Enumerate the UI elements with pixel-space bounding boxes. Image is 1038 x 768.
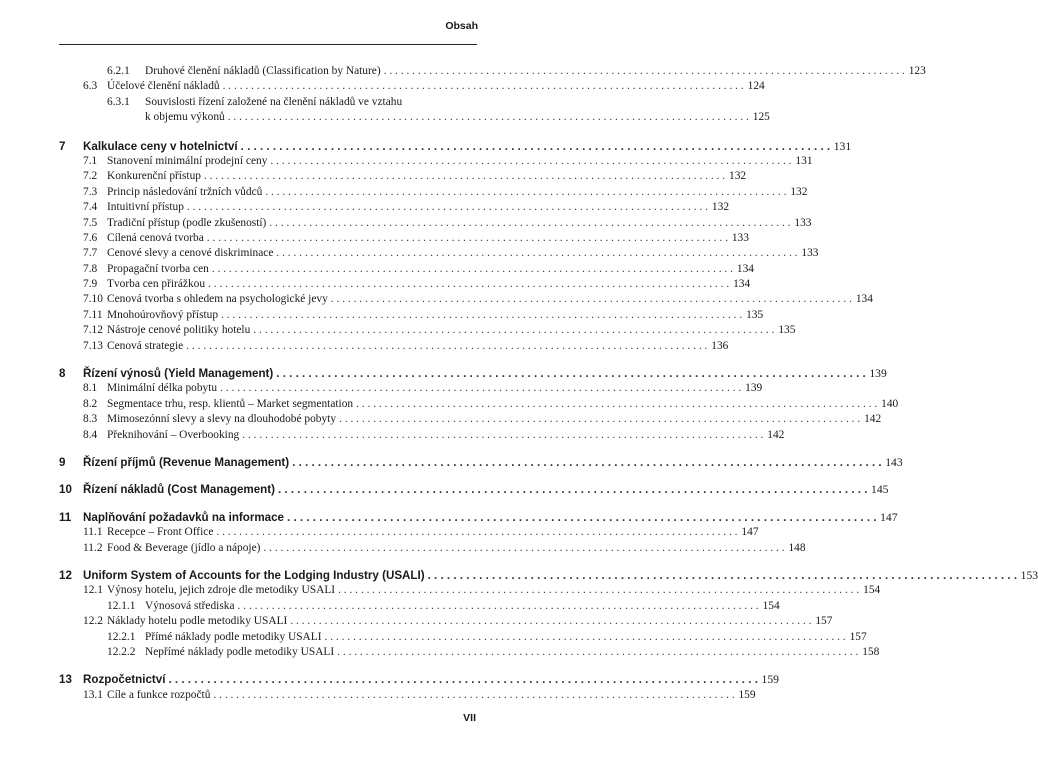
entry-page: 132 <box>790 185 808 198</box>
toc-entry[interactable] <box>59 381 763 396</box>
leader-dots <box>213 688 734 703</box>
leader-dots <box>269 216 790 231</box>
leader-dots <box>325 630 846 645</box>
toc-chapter[interactable] <box>59 455 903 470</box>
leader-dots <box>356 397 877 412</box>
toc-entry[interactable] <box>59 541 806 556</box>
leader-dots <box>220 381 741 396</box>
entry-number: 7.6 <box>83 231 98 244</box>
entry-title: Výnosová střediska <box>145 599 235 612</box>
entry-title: Tradiční přístup (podle zkušeností) <box>107 216 267 229</box>
toc-entry[interactable] <box>59 216 812 231</box>
leader-dots <box>276 366 865 381</box>
entry-title: Nepřímé náklady podle metodiky USALI <box>145 645 335 658</box>
entry-title: Cílená cenová tvorba <box>107 231 204 244</box>
entry-number: 7.1 <box>83 154 98 167</box>
chapter-page: 153 <box>1020 568 1038 582</box>
chapter-page: 147 <box>880 510 898 524</box>
entry-title: Nástroje cenové politiky hotelu <box>107 324 251 337</box>
entry-page: 148 <box>788 541 806 554</box>
toc-entry[interactable] <box>59 614 833 629</box>
chapter-title: Rozpočetnictví <box>83 673 166 687</box>
entry-number: 7.12 <box>83 324 103 337</box>
toc-entry[interactable] <box>59 292 873 307</box>
entry-title: Cenová tvorba s ohledem na psychologické jevy <box>107 293 328 306</box>
entry-page: 147 <box>741 526 759 539</box>
toc-entry[interactable] <box>59 308 764 323</box>
leader-dots <box>223 79 744 94</box>
entry-page: 154 <box>863 584 881 597</box>
toc-entry[interactable] <box>59 262 754 277</box>
chapter-title: Řízení nákladů (Cost Management) <box>83 483 275 497</box>
entry-title: Princip následování tržních vůdců <box>107 185 263 198</box>
entry-page: 157 <box>849 630 867 643</box>
toc-entry[interactable] <box>59 428 785 443</box>
entry-title-continued: k objemu výkonů <box>145 111 225 124</box>
entry-number: 7.7 <box>83 247 98 260</box>
chapter-page: 159 <box>761 673 779 687</box>
leader-dots <box>242 428 763 443</box>
entry-page: 159 <box>738 688 756 701</box>
leader-dots <box>265 185 786 200</box>
entry-number: 7.5 <box>83 216 98 229</box>
entry-number: 7.11 <box>83 308 103 321</box>
entry-title: Druhové členění nákladů (Classification by Nature) <box>145 65 381 77</box>
entry-page: 133 <box>731 231 749 244</box>
chapter-number: 7 <box>59 139 66 153</box>
entry-page: 134 <box>855 293 873 306</box>
leader-dots <box>186 339 707 354</box>
entry-number: 8.2 <box>83 397 98 410</box>
entry-page: 134 <box>736 262 754 275</box>
entry-page: 135 <box>778 324 796 337</box>
toc-entry[interactable] <box>59 200 730 215</box>
leader-dots <box>331 292 852 307</box>
leader-dots <box>238 599 759 614</box>
toc-entry[interactable] <box>59 169 747 184</box>
toc-chapter[interactable] <box>59 139 852 154</box>
leader-dots <box>212 262 733 277</box>
entry-page: 125 <box>752 111 770 124</box>
entry-number: 11.1 <box>83 526 103 539</box>
leader-dots <box>339 412 860 427</box>
chapter-title: Naplňování požadavků na informace <box>83 510 285 524</box>
leader-dots <box>278 482 867 497</box>
entry-number: 7.4 <box>83 201 98 214</box>
toc-entry-continuation[interactable] <box>59 110 770 125</box>
toc-entry[interactable] <box>59 231 749 246</box>
leader-dots <box>287 510 876 525</box>
toc-entry[interactable] <box>59 339 729 354</box>
chapter-title: Uniform System of Accounts for the Lodging Industry (USALI) <box>83 568 425 582</box>
toc-entry[interactable] <box>59 185 808 200</box>
entry-page: 133 <box>794 216 812 229</box>
entry-title: Účelové členění nákladů <box>107 80 220 93</box>
chapter-number: 10 <box>59 483 72 497</box>
entry-title: Mnohoúrovňový přístup <box>107 308 219 321</box>
leader-dots <box>168 672 757 687</box>
toc-chapter[interactable] <box>59 568 1038 583</box>
entry-number: 8.4 <box>83 428 98 441</box>
chapter-page: 131 <box>833 139 852 153</box>
toc-entry[interactable] <box>59 688 756 703</box>
entry-number: 7.10 <box>83 293 103 306</box>
leader-dots <box>263 541 784 556</box>
entry-title: Náklady hotelu podle metodiky USALI <box>107 615 288 628</box>
header-rule <box>59 44 477 45</box>
entry-page: 132 <box>711 201 730 214</box>
entry-number: 8.1 <box>83 382 98 395</box>
entry-page: 142 <box>767 428 785 441</box>
toc-chapter[interactable] <box>59 366 887 381</box>
leader-dots <box>221 308 742 323</box>
toc-chapter[interactable] <box>59 510 898 525</box>
entry-page: 140 <box>881 397 899 410</box>
entry-page: 135 <box>746 308 764 321</box>
leader-dots <box>276 246 797 261</box>
page-number: VII <box>463 712 476 724</box>
entry-page: 132 <box>729 170 747 183</box>
entry-title: Propagační tvorba cen <box>107 262 209 275</box>
entry-number: 12.2.1 <box>107 630 136 643</box>
chapter-number: 11 <box>59 510 72 524</box>
entry-title: Překnihování – Overbooking <box>107 428 240 441</box>
entry-number: 6.2.1 <box>107 65 130 77</box>
entry-title: Recepce – Front Office <box>107 526 214 539</box>
toc-chapter[interactable] <box>59 482 889 497</box>
toc-entry[interactable] <box>59 64 926 79</box>
leader-dots <box>428 568 1017 583</box>
entry-number: 6.3.1 <box>107 95 130 108</box>
entry-number: 12.2 <box>83 615 103 628</box>
entry-page: 123 <box>908 65 926 77</box>
chapter-number: 9 <box>59 455 66 469</box>
entry-page: 142 <box>864 413 882 426</box>
entry-title: Mimosezónní slevy a slevy na dlouhodobé pobyty <box>107 413 337 426</box>
leader-dots <box>338 583 859 598</box>
chapter-number: 8 <box>59 367 66 381</box>
entry-number: 12.1 <box>83 584 103 597</box>
entry-page: 139 <box>745 382 763 395</box>
toc-entry[interactable] <box>59 583 881 598</box>
chapter-title: Řízení příjmů (Revenue Management) <box>83 455 290 469</box>
entry-page: 124 <box>747 80 765 93</box>
entry-title: Přímé náklady podle metodiky USALI <box>145 630 322 643</box>
entry-page: 154 <box>762 599 780 612</box>
entry-number: 11.2 <box>83 541 103 554</box>
chapter-page: 145 <box>871 483 889 497</box>
entry-number: 12.1.1 <box>107 599 136 612</box>
entry-number: 8.3 <box>83 413 98 426</box>
entry-title: Konkurenční přístup <box>107 170 201 183</box>
toc-entry[interactable] <box>59 277 751 292</box>
entry-number: 12.2.2 <box>107 645 136 658</box>
entry-number: 7.9 <box>83 278 98 291</box>
entry-number: 13.1 <box>83 688 103 701</box>
toc-chapter[interactable] <box>59 672 779 687</box>
toc-entry[interactable] <box>59 397 899 412</box>
leader-dots <box>292 455 881 470</box>
toc-entry[interactable] <box>59 154 813 169</box>
entry-title: Stanovení minimální prodejní ceny <box>107 154 268 167</box>
entry-title: Minimální délka pobytu <box>107 382 218 395</box>
toc-entry[interactable] <box>59 645 880 660</box>
chapter-page: 139 <box>869 367 887 381</box>
entry-number: 7.8 <box>83 262 98 275</box>
leader-dots <box>187 200 708 215</box>
leader-dots <box>270 154 791 169</box>
entry-number: 7.2 <box>83 170 98 183</box>
entry-title: Cenové slevy a cenové diskriminace <box>107 247 274 260</box>
entry-title: Segmentace trhu, resp. klientů – Market segmentation <box>107 397 354 410</box>
entry-number: 6.3 <box>83 80 98 93</box>
chapter-number: 13 <box>59 673 72 687</box>
leader-dots <box>204 169 725 184</box>
toc-entry[interactable] <box>59 95 467 110</box>
entry-title: Souvislosti řízení založené na členění nákladů ve vztahu <box>145 95 403 108</box>
entry-page: 134 <box>733 278 751 291</box>
running-header: Obsah <box>445 20 478 32</box>
leader-dots <box>207 231 728 246</box>
entry-title: Intuitivní přístup <box>107 201 184 214</box>
entry-title: Cenová strategie <box>107 339 184 352</box>
entry-title: Výnosy hotelu, jejich zdroje dle metodiky USALI <box>107 584 336 597</box>
toc-entry[interactable] <box>59 79 765 94</box>
toc-entry[interactable] <box>59 525 759 540</box>
entry-number: 7.13 <box>83 339 103 352</box>
leader-dots <box>216 525 737 540</box>
toc-entry[interactable] <box>59 246 819 261</box>
entry-page: 131 <box>795 154 813 167</box>
toc-entry[interactable] <box>59 599 780 614</box>
chapter-title: Kalkulace ceny v hotelnictví <box>83 139 238 153</box>
entry-title: Tvorba cen přirážkou <box>107 278 206 291</box>
leader-dots <box>241 139 830 154</box>
leader-dots <box>253 323 774 338</box>
leader-dots <box>290 614 811 629</box>
entry-title: Food & Beverage (jídlo a nápoje) <box>107 541 261 554</box>
chapter-page: 143 <box>885 455 903 469</box>
entry-page: 157 <box>815 615 833 628</box>
leader-dots <box>208 277 729 292</box>
toc-entry[interactable] <box>59 630 867 645</box>
toc-entry[interactable] <box>59 323 796 338</box>
table-of-contents <box>59 64 1038 703</box>
entry-page: 158 <box>862 645 880 658</box>
entry-page: 133 <box>801 247 819 260</box>
leader-dots <box>337 645 858 660</box>
entry-title: Cíle a funkce rozpočtů <box>107 688 211 701</box>
entry-number: 7.3 <box>83 185 98 198</box>
chapter-title: Řízení výnosů (Yield Management) <box>83 367 274 381</box>
toc-entry[interactable] <box>59 412 882 427</box>
chapter-number: 12 <box>59 568 72 582</box>
entry-page: 136 <box>711 339 729 352</box>
leader-dots <box>228 110 749 125</box>
leader-dots <box>384 64 905 79</box>
